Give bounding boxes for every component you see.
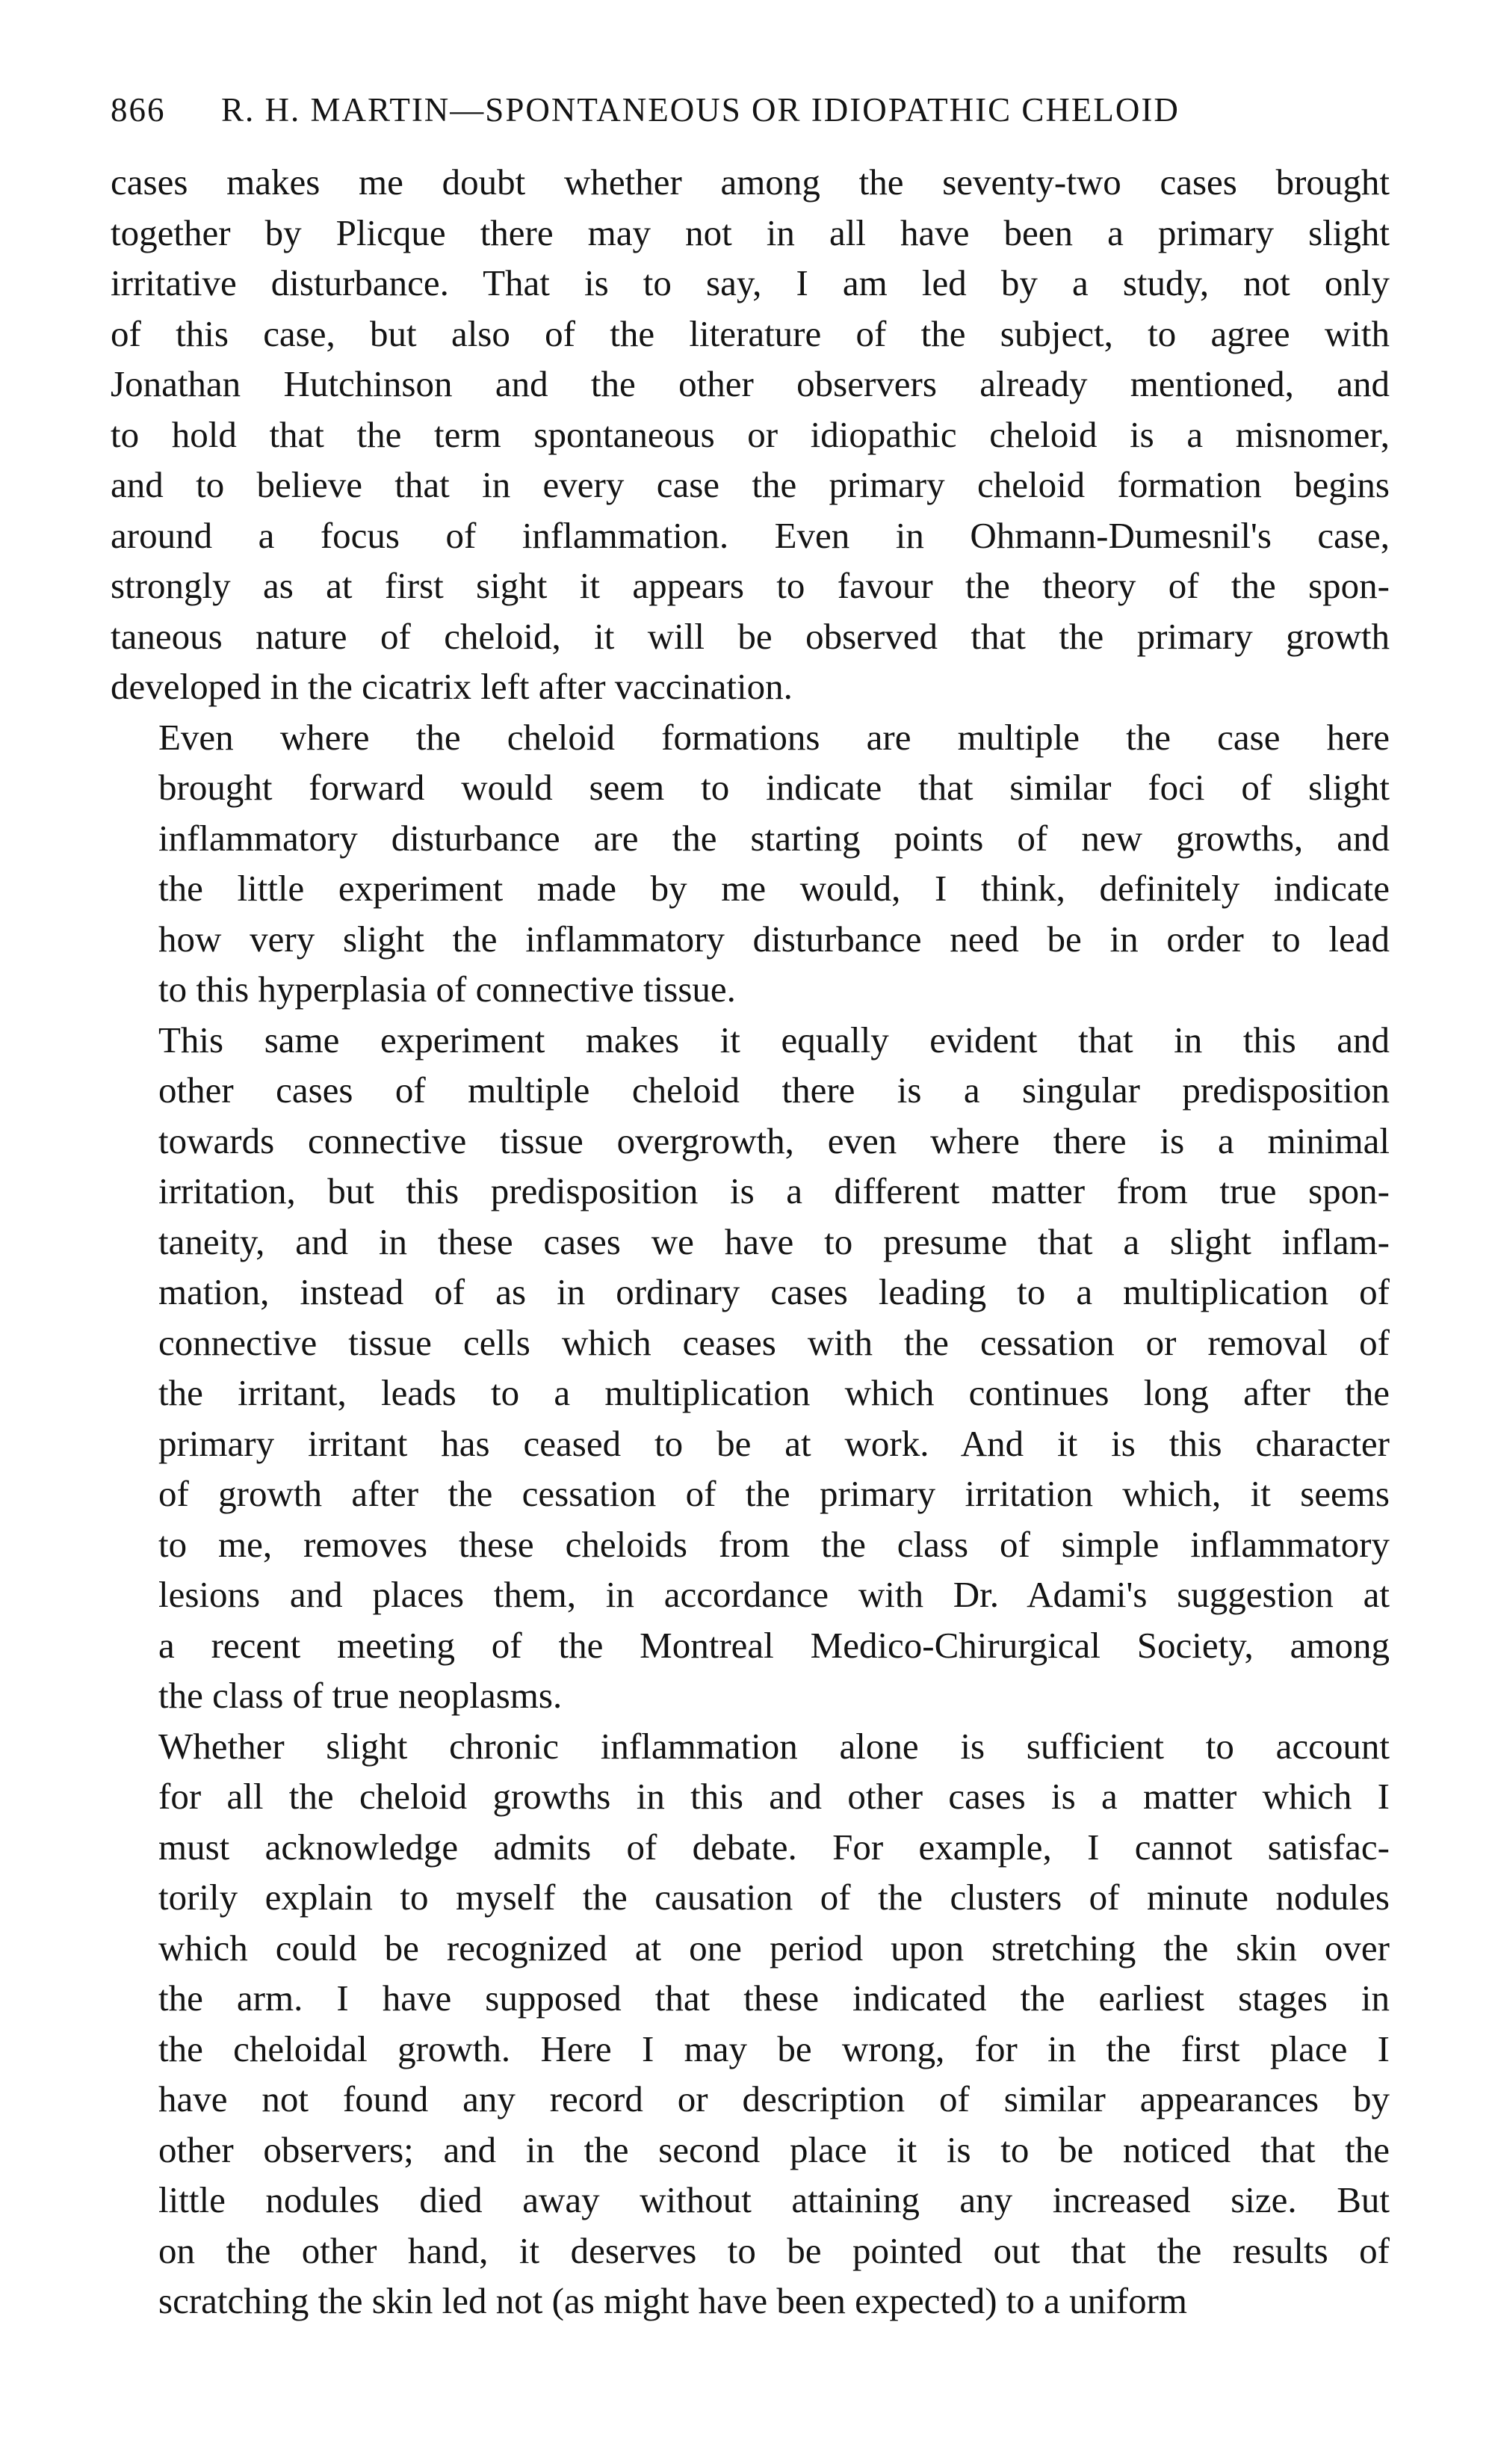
page-header bbox=[111, 84, 1390, 136]
text-line: the irritant, leads to a multiplication which continues long after the bbox=[158, 1372, 1390, 1413]
text-line: irritation, but this predisposition is a different matter from true spon- bbox=[158, 1170, 1390, 1211]
text-line: developed in the cicatrix left after vaccination. bbox=[111, 666, 793, 707]
text-line: scratching the skin led not (as might have been expected) to a uniform bbox=[158, 2280, 1188, 2321]
text-line: for all the cheloid growths in this and other cases is a matter which I bbox=[158, 1776, 1390, 1817]
text-line: towards connective tissue overgrowth, even where there is a minimal bbox=[158, 1120, 1390, 1161]
text-line: around a focus of inflammation. Even in Ohmann-Dumesnil's case, bbox=[111, 514, 1390, 556]
text-line: to me, removes these cheloids from the class of simple inflammatory bbox=[158, 1523, 1390, 1565]
text-line: mation, instead of as in ordinary cases leading to a multiplication of bbox=[158, 1271, 1390, 1312]
text-line: other cases of multiple cheloid there is a singular predisposition bbox=[158, 1069, 1390, 1111]
text-line: the class of true neoplasms. bbox=[158, 1675, 563, 1716]
text-line: the cheloidal growth. Here I may be wrong, for in the first place I bbox=[158, 2028, 1390, 2069]
text-line: primary irritant has ceased to be at work. And it is this character bbox=[158, 1422, 1390, 1464]
paragraph bbox=[111, 157, 1390, 712]
text-line: which could be recognized at one period upon stretching the skin over bbox=[158, 1927, 1390, 1969]
text-line: taneous nature of cheloid, it will be observed that the primary growth bbox=[111, 615, 1390, 657]
text-line: a recent meeting of the Montreal Medico-Chirurgical Society, among bbox=[158, 1624, 1390, 1666]
running-head: R. H. MARTIN—SPONTANEOUS OR IDIOPATHIC CHELOID bbox=[221, 91, 1180, 129]
text-line: of growth after the cessation of the primary irritation which, it seems bbox=[158, 1473, 1390, 1514]
text-line: and to believe that in every case the primary cheloid formation begins bbox=[111, 464, 1390, 505]
text-line: on the other hand, it deserves to be pointed out that the results of bbox=[158, 2229, 1390, 2271]
text-line: cases makes me doubt whether among the seventy-two cases brought bbox=[111, 161, 1390, 203]
text-line: lesions and places them, in accordance with Dr. Adami's suggestion at bbox=[158, 1574, 1390, 1615]
text-line: irritative disturbance. That is to say, I am led by a study, not only bbox=[111, 262, 1390, 303]
text-line: taneity, and in these cases we have to presume that a slight inflam- bbox=[158, 1220, 1390, 1262]
text-line: inflammatory disturbance are the starting points of new growths, and bbox=[158, 817, 1390, 859]
text-line: brought forward would seem to indicate that similar foci of slight bbox=[158, 767, 1390, 808]
text-line: the little experiment made by me would, I think, definitely indicate bbox=[158, 868, 1390, 909]
paragraph bbox=[111, 712, 1390, 1015]
page-number: 866 bbox=[111, 91, 166, 129]
text-line: of this case, but also of the literature of the subject, to agree with bbox=[111, 312, 1390, 354]
text-line: Jonathan Hutchinson and the other observers already mentioned, and bbox=[111, 363, 1390, 404]
text-line: strongly as at first sight it appears to favour the theory of the spon- bbox=[111, 565, 1390, 606]
text-line: to hold that the term spontaneous or idiopathic cheloid is a misnomer, bbox=[111, 413, 1390, 455]
text-line: Whether slight chronic inflammation alone is sufficient to account bbox=[158, 1725, 1390, 1767]
paragraph bbox=[111, 1721, 1390, 2326]
text-line: together by Plicque there may not in all have been a primary slight bbox=[111, 211, 1390, 253]
text-line: must acknowledge admits of debate. For example, I cannot satisfac- bbox=[158, 1826, 1390, 1868]
text-line: how very slight the inflammatory disturbance need be in order to lead bbox=[158, 918, 1390, 960]
text-line: little nodules died away without attaining any increased size. But bbox=[158, 2179, 1390, 2220]
text-line: torily explain to myself the causation of the clusters of minute nodules bbox=[158, 1877, 1390, 1918]
paragraph bbox=[111, 1015, 1390, 1721]
text-line: other observers; and in the second place it is to be noticed that the bbox=[158, 2128, 1390, 2170]
text-line: Even where the cheloid formations are multiple the case here bbox=[158, 716, 1390, 758]
text-line: the arm. I have supposed that these indicated the earliest stages in bbox=[158, 1977, 1390, 2019]
text-line: connective tissue cells which ceases with the cessation or removal of bbox=[158, 1321, 1390, 1363]
text-line: have not found any record or description of similar appearances by bbox=[158, 2078, 1390, 2119]
body-text bbox=[111, 157, 1390, 2326]
text-line: This same experiment makes it equally evident that in this and bbox=[158, 1019, 1390, 1060]
text-line: to this hyperplasia of connective tissue. bbox=[158, 969, 736, 1010]
